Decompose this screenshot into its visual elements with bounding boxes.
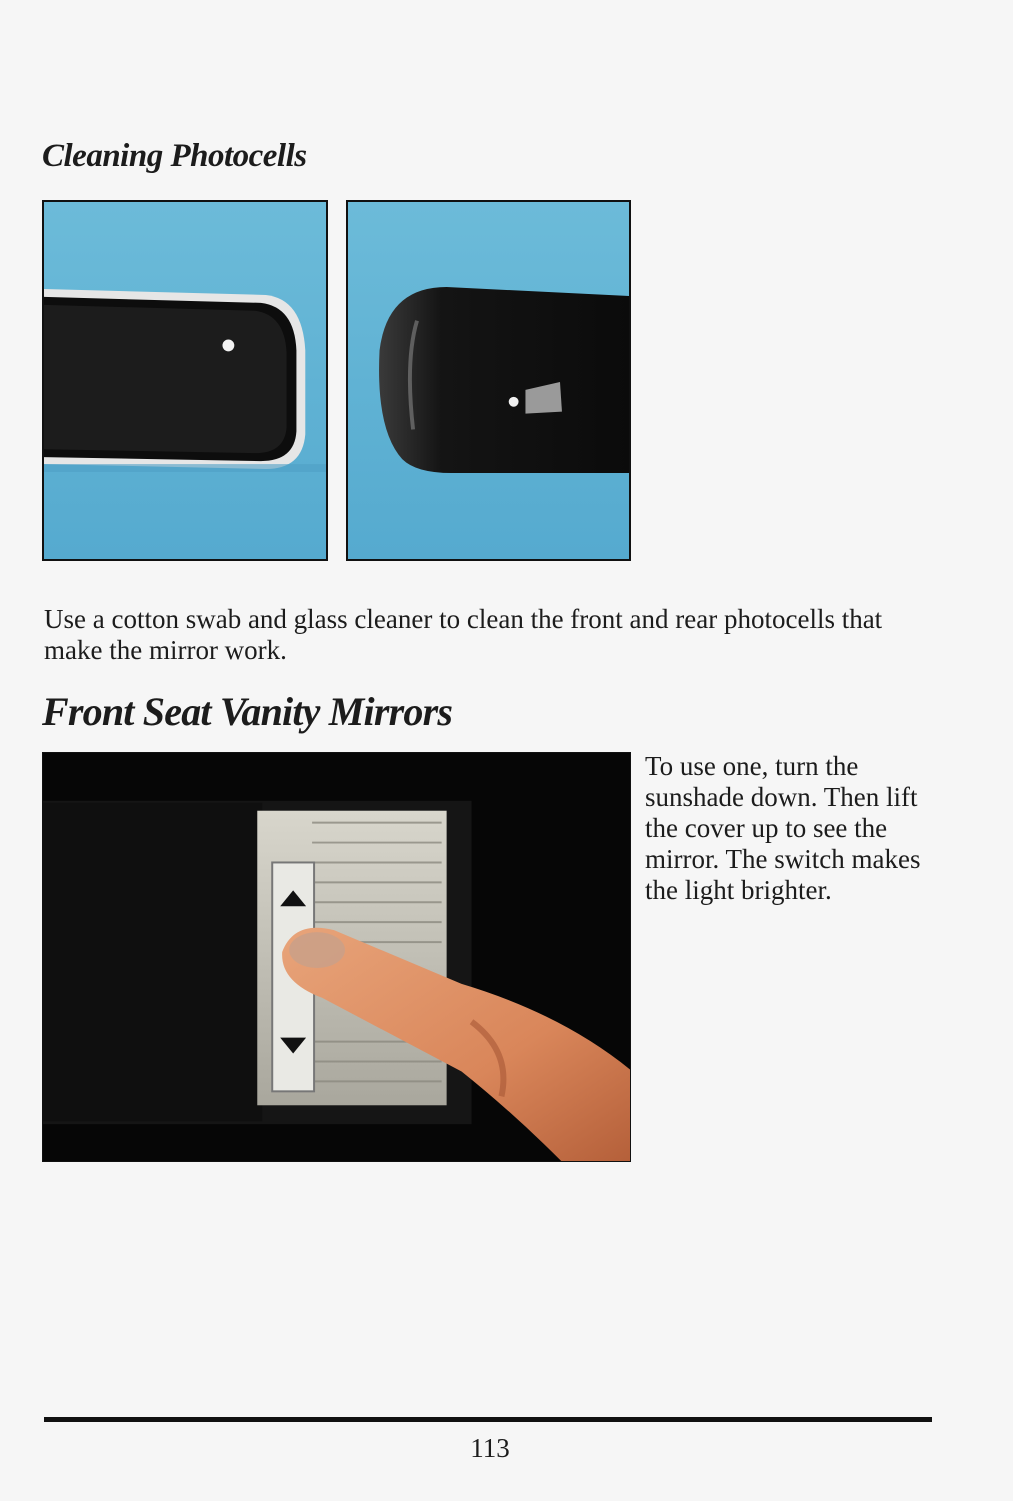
section-title-vanity-mirrors: Front Seat Vanity Mirrors	[42, 689, 453, 734]
cleaning-photocells-paragraph: Use a cotton swab and glass cleaner to clean the front and rear photocells that make the mirror work.	[44, 604, 883, 665]
rear-photocell-illustration	[348, 202, 629, 559]
footer-rule	[44, 1417, 932, 1422]
vanity-mirror-switch-illustration	[43, 753, 630, 1161]
rear-photocell-photo	[346, 200, 631, 561]
vanity-mirrors-paragraph: To use one, turn the sunshade down. Then lift the cover up to see the mirror. The switch makes the light brighter.	[645, 751, 921, 905]
vanity-mirror-switch-photo	[42, 752, 631, 1162]
page-number: 113	[470, 1433, 510, 1463]
front-photocell-illustration	[44, 202, 326, 559]
front-photocell-photo	[42, 200, 328, 561]
section-title-cleaning-photocells: Cleaning Photocells	[42, 138, 307, 174]
